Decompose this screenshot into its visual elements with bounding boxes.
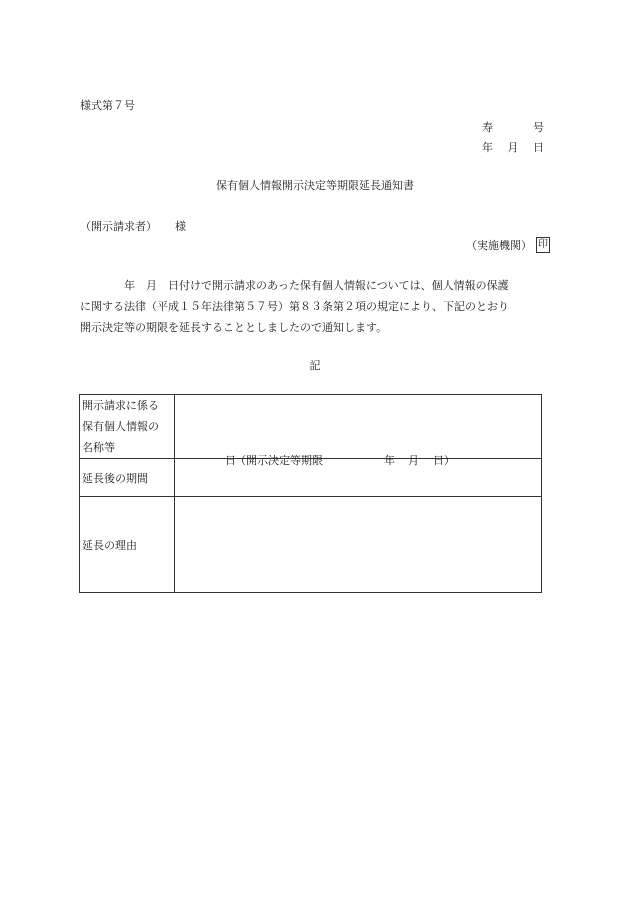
row-label-extension-reason: 延長の理由 <box>80 497 175 593</box>
info-table <box>79 394 542 593</box>
body-line-1: 年 月 日付けで開示請求のあった保有個人情報については、個人情報の保護 <box>80 279 509 292</box>
period-day: 日 <box>225 454 236 467</box>
row-value-extended-period[interactable] <box>175 454 542 497</box>
sender-label: （実施機関） <box>466 239 532 252</box>
document-number <box>482 119 544 135</box>
doc-no-prefix: 寿 <box>482 121 493 134</box>
addressee <box>80 218 186 234</box>
row-value-extension-reason[interactable] <box>175 497 542 593</box>
row-value-info-name[interactable] <box>175 395 542 459</box>
addressee-label: （開示請求者） <box>80 220 157 233</box>
table-row <box>80 497 542 593</box>
body-line-2: に関する法律（平成１５年法律第５７号）第８３条第２項の規定により、下記のとおり <box>80 300 509 313</box>
document-title: 保有個人情報開示決定等期限延長通知書 <box>216 179 414 192</box>
row1-label-line3: 名称等 <box>82 441 115 454</box>
table-row <box>80 395 542 459</box>
doc-no-suffix: 号 <box>533 121 544 134</box>
seal-mark: 印 <box>536 237 550 253</box>
period-deadline-label: （開示決定等期限 <box>235 454 323 467</box>
document-date <box>482 139 544 155</box>
row1-label-line1: 開示請求に係る <box>82 399 159 412</box>
date-day: 日 <box>533 141 544 154</box>
date-year: 年 <box>482 141 493 154</box>
row1-label-line2: 保有個人情報の <box>82 420 159 433</box>
ki-heading: 記 <box>309 359 321 372</box>
addressee-honorific: 様 <box>175 220 186 233</box>
row-label-info-name <box>80 395 175 459</box>
period-date: 日） <box>433 454 455 467</box>
period-month: 月 <box>408 454 419 467</box>
date-month: 月 <box>507 141 519 154</box>
row-label-extended-period: 延長後の期間 <box>80 459 175 497</box>
table-row <box>80 459 542 497</box>
sender <box>466 237 550 253</box>
body-line-3: 開示決定等の期限を延長することとしましたので通知します。 <box>80 321 388 334</box>
period-year: 年 <box>384 454 395 467</box>
body-text <box>80 275 552 338</box>
form-number: 様式第７号 <box>80 99 135 112</box>
